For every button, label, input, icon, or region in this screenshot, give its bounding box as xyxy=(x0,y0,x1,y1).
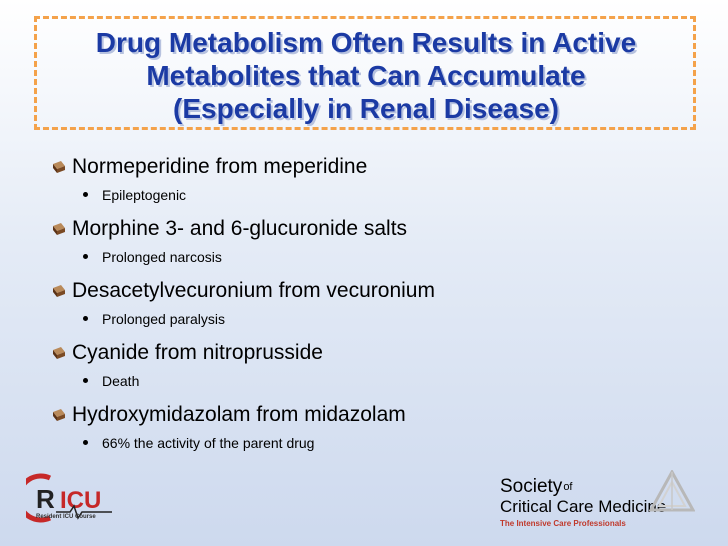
sub-bullet-text: Prolonged narcosis xyxy=(102,249,222,265)
slide-title xyxy=(40,26,692,125)
3d-arrow-bullet-icon xyxy=(52,222,66,236)
sub-bullet-text: Death xyxy=(102,373,140,389)
bullet-text: Morphine 3- and 6-glucuronide salts xyxy=(72,217,408,240)
dot-bullet-icon xyxy=(83,316,88,321)
title-line-1: Drug Metabolism Often Results in Active xyxy=(95,27,637,58)
bullet-level2 xyxy=(52,244,435,275)
bullet-text: Cyanide from nitroprusside xyxy=(72,341,323,364)
sub-bullet-text: 66% the activity of the parent drug xyxy=(102,435,315,451)
sub-bullet-text: Epileptogenic xyxy=(102,187,187,203)
svg-text:R: R xyxy=(36,484,55,514)
list-item xyxy=(52,151,435,213)
3d-arrow-bullet-icon xyxy=(52,346,66,360)
title-line-2: Metabolites that Can Accumulate xyxy=(146,60,586,91)
bullet-level1 xyxy=(52,151,435,182)
dot-bullet-icon xyxy=(83,192,88,197)
dot-bullet-icon xyxy=(83,254,88,259)
title-line-3: (Especially in Renal Disease) xyxy=(173,93,559,124)
list-item xyxy=(52,399,435,461)
list-item xyxy=(52,213,435,275)
bullet-level1 xyxy=(52,213,435,244)
bullet-level1 xyxy=(52,275,435,306)
sub-bullet-text: Prolonged paralysis xyxy=(102,311,225,327)
bullet-level2 xyxy=(52,306,435,337)
bullet-text: Hydroxymidazolam from midazolam xyxy=(72,403,406,426)
sccm-tagline: The Intensive Care Professionals xyxy=(500,519,626,528)
bullet-level2 xyxy=(52,368,435,399)
3d-arrow-bullet-icon xyxy=(52,284,66,298)
bullet-level2 xyxy=(52,430,435,461)
bullet-text: Desacetylvecuronium from vecuronium xyxy=(72,279,435,302)
svg-text:ICU: ICU xyxy=(60,487,102,514)
3d-arrow-bullet-icon xyxy=(52,160,66,174)
bullet-level1 xyxy=(52,337,435,368)
bullet-level2 xyxy=(52,182,435,213)
bullet-level1 xyxy=(52,399,435,430)
bullet-list xyxy=(52,151,435,461)
dot-bullet-icon xyxy=(83,378,88,383)
sccm-word-society: Society xyxy=(500,476,563,497)
icu-caption: Resident ICU Course xyxy=(36,514,96,520)
sccm-word-of: of xyxy=(563,481,573,493)
sccm-society xyxy=(500,476,573,498)
3d-arrow-bullet-icon xyxy=(52,408,66,422)
bullet-text: Normeperidine from meperidine xyxy=(72,155,368,178)
dot-bullet-icon xyxy=(83,440,88,445)
sccm-name: Critical Care Medicine xyxy=(500,497,667,516)
list-item xyxy=(52,337,435,399)
list-item xyxy=(52,275,435,337)
sccm-pyramid-icon xyxy=(649,470,695,514)
